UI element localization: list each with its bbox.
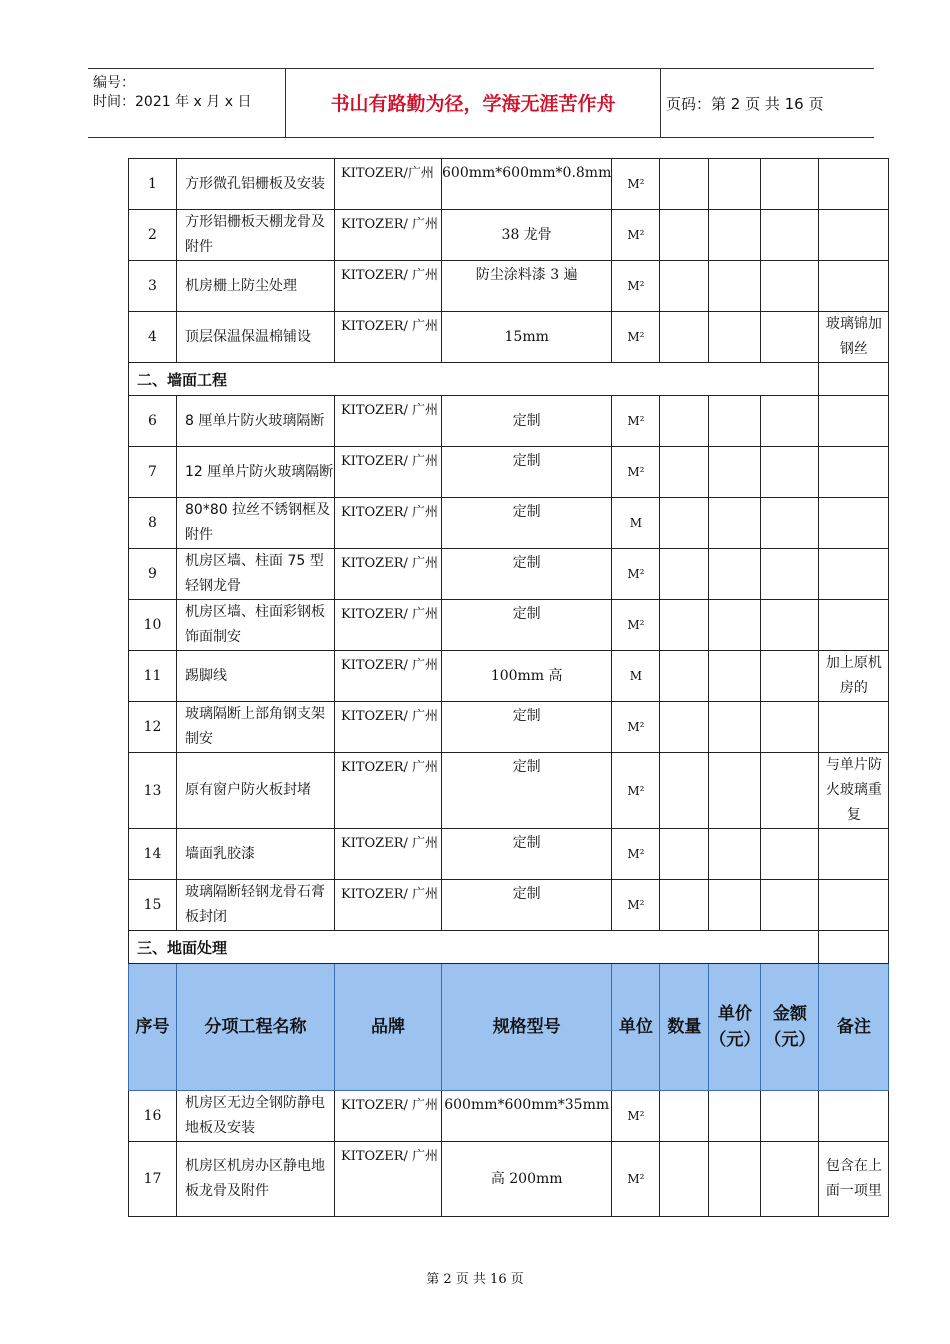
row-unit: M² [612,880,660,931]
row-spec: 高 200mm [442,1142,612,1217]
row-no: 2 [129,210,177,261]
row-amount [761,549,819,600]
col-header-no: 序号 [129,964,177,1091]
row-note: 玻璃锦加钢丝 [819,312,889,363]
row-amount [761,210,819,261]
table-row [129,447,889,498]
row-name: 机房区墙、柱面彩钢板饰面制安 [177,600,335,651]
row-unit: M² [612,753,660,829]
row-price [709,447,761,498]
header-motto: 书山有路勤为径，学海无涯苦作舟 [285,69,661,137]
row-brand: KITOZER/ 广州 [335,829,442,880]
row-brand: KITOZER/ 广州 [335,753,442,829]
row-brand: KITOZER/ 广州 [335,702,442,753]
row-spec: 定制 [442,549,612,600]
row-unit: M² [612,396,660,447]
row-brand: KITOZER/ 广州 [335,880,442,931]
table-row [129,210,889,261]
row-amount [761,261,819,312]
row-name: 8 厘单片防火玻璃隔断 [177,396,335,447]
row-no: 9 [129,549,177,600]
row-name: 机房区无边全钢防静电地板及安装 [177,1091,335,1142]
row-note: 包含在上面一项里 [819,1142,889,1217]
row-unit: M² [612,600,660,651]
table-row [129,498,889,549]
row-no: 13 [129,753,177,829]
row-name: 玻璃隔断上部角钢支架制安 [177,702,335,753]
row-price [709,600,761,651]
row-price [709,312,761,363]
row-qty [660,498,709,549]
row-qty [660,753,709,829]
quote-table [128,158,889,1217]
row-qty [660,1091,709,1142]
row-qty [660,880,709,931]
row-name: 80*80 拉丝不锈钢框及附件 [177,498,335,549]
row-spec: 15mm [442,312,612,363]
section-title: 二、墙面工程 [129,363,819,396]
row-note [819,447,889,498]
row-no: 10 [129,600,177,651]
row-qty [660,702,709,753]
row-price [709,549,761,600]
row-qty [660,829,709,880]
row-spec: 定制 [442,600,612,651]
row-brand: KITOZER/ 广州 [335,651,442,702]
row-qty [660,600,709,651]
row-spec: 定制 [442,447,612,498]
row-brand: KITOZER/ 广州 [335,1142,442,1217]
row-amount [761,159,819,210]
table-row [129,261,889,312]
row-note [819,396,889,447]
row-no: 7 [129,447,177,498]
row-name: 方形铝栅板天棚龙骨及附件 [177,210,335,261]
row-unit: M² [612,312,660,363]
row-unit: M² [612,829,660,880]
row-note [819,210,889,261]
row-amount [761,447,819,498]
row-unit: M² [612,159,660,210]
col-header-price: 单价（元） [709,964,761,1091]
col-header-brand: 品牌 [335,964,442,1091]
row-price [709,1142,761,1217]
row-amount [761,498,819,549]
header-meta [88,69,285,137]
row-spec: 600mm*600mm*35mm [442,1091,612,1142]
table-row [129,829,889,880]
row-name: 踢脚线 [177,651,335,702]
row-name: 方形微孔铝栅板及安装 [177,159,335,210]
row-unit: M² [612,702,660,753]
row-spec: 38 龙骨 [442,210,612,261]
row-no: 16 [129,1091,177,1142]
row-name: 玻璃隔断轻钢龙骨石膏板封闭 [177,880,335,931]
row-brand: KITOZER/ 广州 [335,210,442,261]
row-spec: 定制 [442,880,612,931]
row-qty [660,396,709,447]
table-row [129,600,889,651]
row-unit: M² [612,447,660,498]
row-qty [660,210,709,261]
row-price [709,261,761,312]
row-qty [660,312,709,363]
row-brand: KITOZER/ 广州 [335,1091,442,1142]
row-unit: M² [612,1142,660,1217]
row-unit: M² [612,210,660,261]
row-amount [761,702,819,753]
row-price [709,1091,761,1142]
row-unit: M² [612,261,660,312]
row-spec: 600mm*600mm*0.8mm [442,159,612,210]
row-spec: 定制 [442,829,612,880]
section-row [129,363,889,396]
col-header-note: 备注 [819,964,889,1091]
section-row [129,931,889,964]
section-note [819,363,889,396]
row-unit: M [612,498,660,549]
row-unit: M² [612,1091,660,1142]
row-no: 6 [129,396,177,447]
row-name: 机房栅上防尘处理 [177,261,335,312]
row-name: 12 厘单片防火玻璃隔断 [177,447,335,498]
code-label: 编号： [93,75,135,91]
row-amount [761,880,819,931]
row-no: 14 [129,829,177,880]
row-qty [660,159,709,210]
row-no: 17 [129,1142,177,1217]
row-name: 墙面乳胶漆 [177,829,335,880]
row-name: 原有窗户防火板封堵 [177,753,335,829]
row-note [819,1091,889,1142]
row-qty [660,447,709,498]
row-amount [761,600,819,651]
row-no: 8 [129,498,177,549]
row-price [709,498,761,549]
row-no: 4 [129,312,177,363]
page-header [88,68,874,138]
section-note [819,931,889,964]
row-brand: KITOZER/ 广州 [335,600,442,651]
row-spec: 定制 [442,498,612,549]
row-unit: M² [612,549,660,600]
row-qty [660,1142,709,1217]
row-note [819,880,889,931]
table-row [129,1142,889,1217]
table-row [129,159,889,210]
row-amount [761,1142,819,1217]
table-header-row [129,964,889,1091]
row-no: 3 [129,261,177,312]
row-note [819,600,889,651]
col-header-spec: 规格型号 [442,964,612,1091]
table-row [129,396,889,447]
row-brand: KITOZER/广州 [335,159,442,210]
row-spec: 100mm 高 [442,651,612,702]
row-brand: KITOZER/ 广州 [335,549,442,600]
row-price [709,651,761,702]
row-note [819,159,889,210]
table-row [129,312,889,363]
row-amount [761,651,819,702]
col-header-name: 分项工程名称 [177,964,335,1091]
row-name: 机房区墙、柱面 75 型轻钢龙骨 [177,549,335,600]
row-spec: 定制 [442,396,612,447]
row-note [819,498,889,549]
row-note: 与单片防火玻璃重复 [819,753,889,829]
row-note: 加上原机房的 [819,651,889,702]
row-spec: 定制 [442,702,612,753]
row-price [709,210,761,261]
row-brand: KITOZER/ 广州 [335,498,442,549]
table-row [129,1091,889,1142]
col-header-qty: 数量 [660,964,709,1091]
row-unit: M [612,651,660,702]
table-row [129,651,889,702]
row-note [819,702,889,753]
row-note [819,261,889,312]
row-brand: KITOZER/ 广州 [335,312,442,363]
row-brand: KITOZER/ 广州 [335,396,442,447]
col-header-amount: 金额（元） [761,964,819,1091]
row-no: 15 [129,880,177,931]
row-qty [660,549,709,600]
row-price [709,880,761,931]
row-amount [761,829,819,880]
row-amount [761,1091,819,1142]
row-brand: KITOZER/ 广州 [335,261,442,312]
time-label: 时间：2021 年 x 月 x 日 [93,94,252,110]
row-price [709,829,761,880]
table-row [129,880,889,931]
table-row [129,753,889,829]
row-brand: KITOZER/ 广州 [335,447,442,498]
row-price [709,753,761,829]
row-price [709,396,761,447]
row-qty [660,651,709,702]
row-no: 11 [129,651,177,702]
row-qty [660,261,709,312]
table-row [129,549,889,600]
row-price [709,159,761,210]
row-no: 12 [129,702,177,753]
table-row [129,702,889,753]
row-name: 机房区机房办区静电地板龙骨及附件 [177,1142,335,1217]
page-footer: 第 2 页 共 16 页 [426,1272,524,1287]
row-amount [761,753,819,829]
row-note [819,549,889,600]
row-spec: 定制 [442,753,612,829]
row-no: 1 [129,159,177,210]
col-header-unit: 单位 [612,964,660,1091]
row-name: 顶层保温保温棉铺设 [177,312,335,363]
section-title: 三、地面处理 [129,931,819,964]
row-price [709,702,761,753]
row-amount [761,396,819,447]
row-spec: 防尘涂料漆 3 遍 [442,261,612,312]
header-page-label: 页码：第 2 页 共 16 页 [666,95,824,113]
row-amount [761,312,819,363]
row-note [819,829,889,880]
